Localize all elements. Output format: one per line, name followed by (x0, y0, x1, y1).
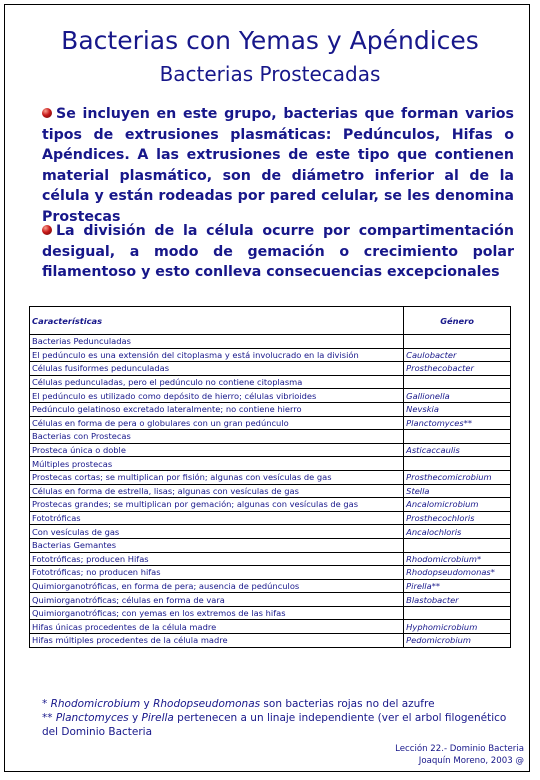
table-row (30, 511, 511, 525)
division-text: La división de la célula ocurre por compartimentación desigual, a modo de gemación o crecimiento polar filamentoso y esto conlleva consecuencias excepcionales (42, 223, 514, 280)
genus-cell: Stella (404, 484, 511, 498)
table-row (30, 416, 511, 430)
genus-cell: Pedomicrobium (404, 634, 511, 648)
bullet-icon (42, 225, 52, 235)
table-row (30, 593, 511, 607)
genus-cell (404, 375, 511, 389)
footnote-1 (42, 697, 512, 711)
page-title: Bacterias con Yemas y Apéndices (61, 26, 479, 55)
bullet-icon (42, 108, 52, 118)
table-row (30, 362, 511, 376)
footnotes (42, 697, 512, 739)
genus-cell: Nevskia (404, 402, 511, 416)
genus-cell: Planctomyces** (404, 416, 511, 430)
table-row (30, 606, 511, 620)
table-row (30, 498, 511, 512)
characteristic-cell: El pedúnculo es una extensión del citoplasma y está involucrado en la división (30, 348, 404, 362)
genus-cell: Asticaccaulis (404, 443, 511, 457)
characteristic-cell: Células en forma de estrella, lisas; algunas con vesículas de gas (30, 484, 404, 498)
table-row (30, 402, 511, 416)
characteristic-cell: Bacterias con Prostecas (30, 430, 404, 444)
characteristic-cell: Quimiorganotróficas, en forma de pera; ausencia de pedúnculos (30, 579, 404, 593)
characteristic-cell: Quimiorganotróficas; células en forma de vara (30, 593, 404, 607)
characteristic-cell: Con vesículas de gas (30, 525, 404, 539)
genus-cell (404, 430, 511, 444)
genus-cell (404, 457, 511, 471)
footnote-marker: ** (42, 712, 56, 724)
footnote-conjunction: y (140, 698, 154, 710)
footnote-genus: Planctomyces (55, 712, 129, 724)
characteristic-cell: Bacterias Gemantes (30, 538, 404, 552)
table-row (30, 335, 511, 349)
characteristic-cell: Prostecas cortas; se multiplican por fisión; algunas con vesículas de gas (30, 470, 404, 484)
table-row (30, 538, 511, 552)
table-row (30, 579, 511, 593)
intro-text: Se incluyen en este grupo, bacterias que forman varios tipos de extrusiones plasmáticas: Pedúnculos, Hifas o Apéndices. A las extrusiones de este tipo que contienen material plasmático, son de diámetro inferior al de la célula y están rodeadas por pared celular, se les denomina Prostecas (42, 106, 514, 225)
characteristic-cell: Fototróficas; producen Hifas (30, 552, 404, 566)
genus-cell: Ancalomicrobium (404, 498, 511, 512)
genus-cell (404, 606, 511, 620)
table-row (30, 566, 511, 580)
genus-cell: Hyphomicrobium (404, 620, 511, 634)
table-row (30, 430, 511, 444)
genus-cell (404, 335, 511, 349)
characteristic-cell: Células en forma de pera o globulares con un gran pedúnculo (30, 416, 404, 430)
genus-cell: Caulobacter (404, 348, 511, 362)
footnote-2 (42, 711, 512, 739)
table-row (30, 348, 511, 362)
footnote-marker: * (42, 698, 51, 710)
table-row (30, 375, 511, 389)
footnote-text: pertenecen a un linaje independiente (ver el arbol filogenético del Dominio Bacteria (42, 712, 507, 738)
characteristic-cell: Pedúnculo gelatinoso excretado lateralmente; no contiene hierro (30, 402, 404, 416)
table-row (30, 443, 511, 457)
genus-cell: Rhodopseudomonas* (404, 566, 511, 580)
lesson-label: Lección 22.- Dominio Bacteria (395, 744, 524, 754)
table-row (30, 620, 511, 634)
footnote-text: son bacterias rojas no del azufre (260, 698, 435, 710)
genus-cell: Pirella** (404, 579, 511, 593)
genus-cell: Prosthecochloris (404, 511, 511, 525)
footnote-genus: Rhodopseudomonas (153, 698, 261, 710)
genus-cell: Gallionella (404, 389, 511, 403)
table-row (30, 552, 511, 566)
table-row (30, 457, 511, 471)
division-paragraph (42, 221, 514, 283)
footnote-conjunction: y (128, 712, 142, 724)
credit (395, 743, 524, 767)
genus-cell: Rhodomicrobium* (404, 552, 511, 566)
table-row (30, 484, 511, 498)
table-row (30, 634, 511, 648)
characteristic-cell: Múltiples prostecas (30, 457, 404, 471)
footnote-genus: Rhodomicrobium (50, 698, 141, 710)
characteristic-cell: Bacterias Pedunculadas (30, 335, 404, 349)
characteristic-cell: Células fusiformes pedunculadas (30, 362, 404, 376)
genus-cell: Blastobacter (404, 593, 511, 607)
table-row (30, 470, 511, 484)
table-header-row (30, 307, 511, 335)
header-genus: Género (404, 307, 511, 335)
page-subtitle: Bacterias Prostecadas (159, 62, 381, 86)
characteristic-cell: Fototróficas; no producen hifas (30, 566, 404, 580)
genus-cell: Prosthecomicrobium (404, 470, 511, 484)
genus-cell: Prosthecobacter (404, 362, 511, 376)
genus-cell (404, 538, 511, 552)
table-row (30, 389, 511, 403)
characteristic-cell: Quimiorganotróficas; con yemas en los extremos de las hifas (30, 606, 404, 620)
characteristic-cell: Fototróficas (30, 511, 404, 525)
table-row (30, 525, 511, 539)
genus-cell: Ancalochloris (404, 525, 511, 539)
author-label: Joaquín Moreno, 2003 @ (418, 756, 524, 766)
characteristic-cell: Hifas únicas procedentes de la célula madre (30, 620, 404, 634)
footnote-genus: Pirella (141, 712, 174, 724)
characteristic-cell: Hifas múltiples procedentes de la célula madre (30, 634, 404, 648)
characteristic-cell: Células pedunculadas, pero el pedúnculo no contiene citoplasma (30, 375, 404, 389)
intro-paragraph (42, 104, 514, 227)
characteristics-table (29, 306, 511, 648)
header-characteristics: Características (30, 307, 404, 335)
characteristic-cell: Prostecas grandes; se multiplican por gemación; algunas con vesículas de gas (30, 498, 404, 512)
characteristic-cell: El pedúnculo es utilizado como depósito de hierro; células vibrioides (30, 389, 404, 403)
characteristic-cell: Prosteca única o doble (30, 443, 404, 457)
